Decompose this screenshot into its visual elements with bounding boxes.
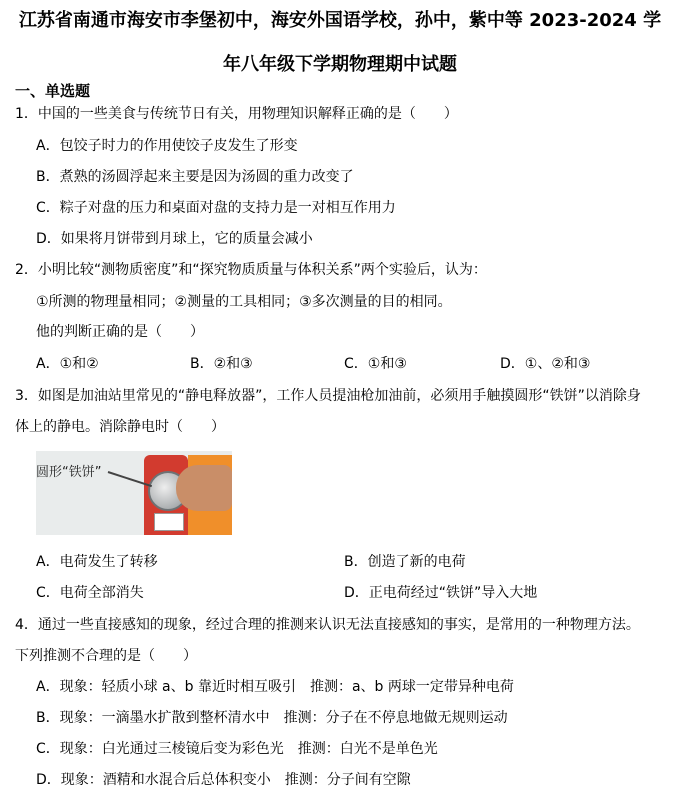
question-2-option-a: A．①和② [36,356,99,372]
question-4-option-d: D．现象：酒精和水混合后总体积变小 推测：分子间有空隙 [36,772,411,788]
exam-title-line1: 江苏省南通市海安市李堡初中，海安外国语学校，孙中，紫中等 2023-2024 学 [18,10,662,31]
question-2-stem: 2．小明比较“测物质密度”和“探究物质质量与体积关系”两个实验后，认为： [15,262,487,278]
question-1-stem: 1．中国的一些美食与传统节日有关，用物理知识解释正确的是（ ） [15,106,458,122]
question-2-prompt: 他的判断正确的是（ ） [36,324,204,340]
question-3-option-c: C．电荷全部消失 [36,585,144,601]
instruction-plate [154,513,184,531]
question-3-option-d: D．正电荷经过“铁饼”导入大地 [344,585,538,601]
question-1-option-a: A．包饺子时力的作用使饺子皮发生了形变 [36,138,298,154]
question-2-option-d: D．①、②和③ [500,356,591,372]
figure-label: 圆形“铁饼” [36,465,102,480]
question-3-option-b: B．创造了新的电荷 [344,554,466,570]
question-4-option-a: A．现象：轻质小球 a、b 靠近时相互吸引 推测：a、b 两球一定带异种电荷 [36,679,514,695]
question-1-option-d: D．如果将月饼带到月球上，它的质量会减小 [36,231,313,247]
question-4-stem: 4．通过一些直接感知的现象，经过合理的推测来认识无法直接感知的事实，是常用的一种物理方法。 [15,617,640,633]
question-1-option-b: B．煮熟的汤圆浮起来主要是因为汤圆的重力改变了 [36,169,354,185]
question-4-stem-continued: 下列推测不合理的是（ ） [15,648,197,664]
question-3-stem: 3．如图是加油站里常见的“静电释放器”，工作人员提油枪加油前，必须用手触摸圆形“铁饼”以消除身 [15,388,641,404]
hand-image [176,465,232,511]
section-heading: 一、单选题 [15,82,91,100]
question-2-option-c: C．①和③ [344,356,407,372]
question-1-option-c: C．粽子对盘的压力和桌面对盘的支持力是一对相互作用力 [36,200,396,216]
question-2-option-b: B．②和③ [190,356,253,372]
question-4-option-c: C．现象：白光通过三棱镜后变为彩色光 推测：白光不是单色光 [36,741,438,757]
question-3-option-a: A．电荷发生了转移 [36,554,158,570]
static-discharger-photo [36,451,232,535]
question-4-option-b: B．现象：一滴墨水扩散到整杯清水中 推测：分子在不停息地做无规则运动 [36,710,508,726]
question-3-stem-continued: 体上的静电。消除静电时（ ） [15,419,225,435]
question-2-statements: ①所测的物理量相同；②测量的工具相同；③多次测量的目的相同。 [36,294,452,310]
exam-title-line2: 年八年级下学期物理期中试题 [223,54,457,75]
